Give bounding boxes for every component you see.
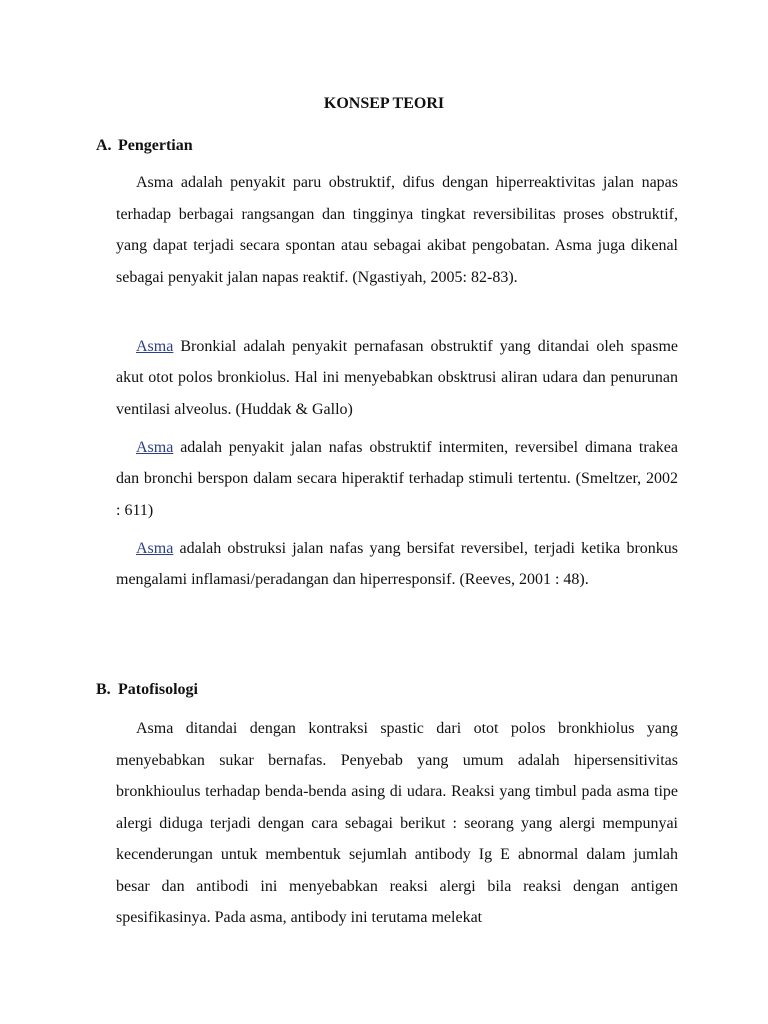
- section-a-paragraph-3: [116, 432, 678, 526]
- section-a-paragraph-4: [116, 533, 678, 596]
- section-a-paragraph-3-text: adalah penyakit jalan nafas obstruktif intermiten, reversibel dimana trakea dan bronchi berspon dalam secara hiperaktif terhadap stimuli tertentu. (Smeltzer, 2002 : 611): [116, 439, 678, 519]
- section-b-title: Patofisologi: [118, 681, 198, 698]
- section-a-title: Pengertian: [118, 137, 193, 154]
- section-a-heading: [96, 134, 193, 158]
- asma-link-1[interactable]: Asma: [136, 338, 174, 355]
- section-a-paragraph-1: Asma adalah penyakit paru obstruktif, difus dengan hiperreaktivitas jalan napas terhadap berbagai rangsangan dan tingginya tingkat reversibilitas proses obstruktif, yang dapat terjadi secara spontan atau sebagai akibat pengobatan. Asma juga dikenal sebagai penyakit jalan napas reaktif. (Ngastiyah, 2005: 82-83).: [116, 174, 678, 286]
- section-b-number: B.: [96, 681, 111, 698]
- section-a-number: A.: [96, 137, 112, 154]
- document-title: KONSEP TEORI: [323, 95, 445, 112]
- section-a-paragraph-2: [116, 331, 678, 425]
- section-a-paragraph-4-text: adalah obstruksi jalan nafas yang bersifat reversibel, terjadi ketika bronkus mengalami inflamasi/peradangan dan hiperresponsif. (Reeves, 2001 : 48).: [116, 540, 678, 589]
- asma-link-3[interactable]: Asma: [136, 540, 174, 557]
- section-a-paragraph-2-text: Bronkial adalah penyakit pernafasan obstruktif yang ditandai oleh spasme akut otot polos bronkiolus. Hal ini menyebabkan obsktrusi aliran udara dan penurunan ventilasi alveolus. (Huddak & Gallo): [116, 338, 678, 418]
- asma-link-2[interactable]: Asma: [136, 439, 174, 456]
- section-b-heading: [96, 678, 198, 702]
- section-b-paragraph-1: Asma ditandai dengan kontraksi spastic dari otot polos bronkhiolus yang menyebabkan sukar bernafas. Penyebab yang umum adalah hipersensitivitas bronkhioulus terhadap benda-benda asing di udara. Reaksi yang timbul pada asma tipe alergi diduga terjadi dengan cara sebagai berikut : seorang yang alergi mempunyai kecenderungan untuk membentuk sejumlah antibody Ig E abnormal dalam jumlah besar dan antibodi ini menyebabkan reaksi alergi bila reaksi dengan antigen spesifikasinya. Pada asma, antibody ini terutama melekat: [116, 720, 678, 926]
